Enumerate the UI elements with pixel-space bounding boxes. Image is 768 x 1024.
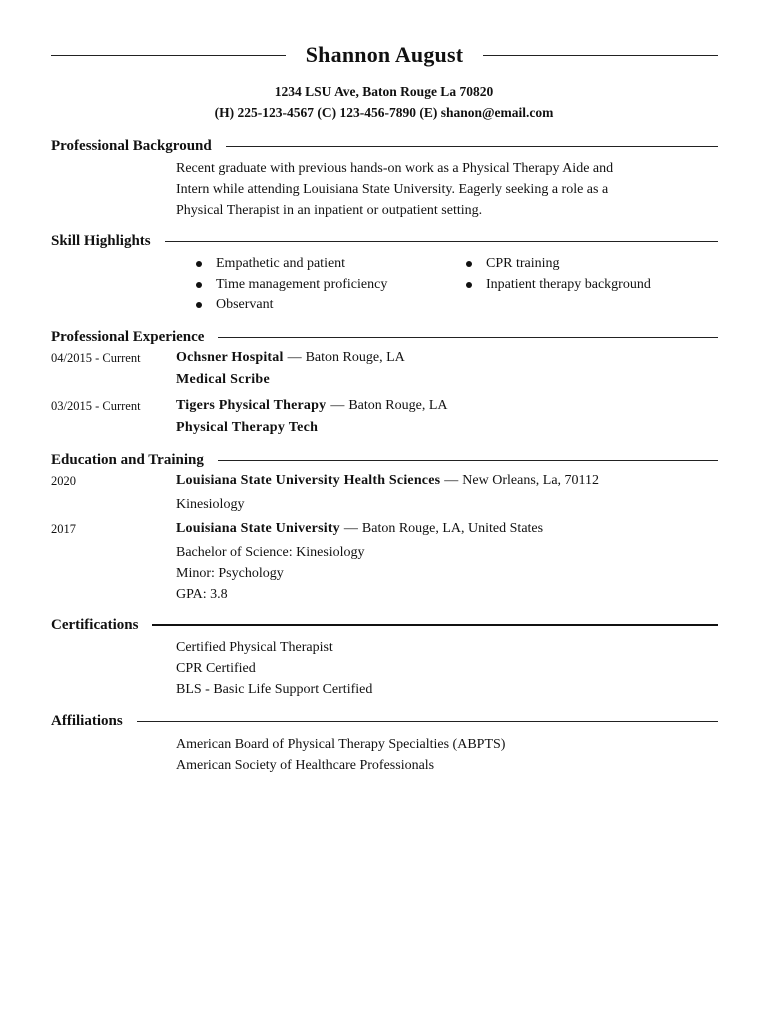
candidate-name: Shannon August: [305, 42, 464, 67]
education-header: [176, 521, 543, 537]
divider: [218, 460, 718, 461]
employer: Tigers Physical Therapy: [176, 398, 327, 413]
education-details: [176, 494, 696, 515]
education-detail: Bachelor of Science: Kinesiology: [176, 545, 365, 560]
divider: [483, 55, 718, 56]
list-item: Time management proficiency: [196, 275, 387, 296]
bullet-icon: [196, 282, 202, 288]
address: 1234 LSU Ave, Baton Rouge La 70820: [274, 84, 494, 99]
employer: Ochsner Hospital: [176, 350, 284, 365]
job-title: Physical Therapy Tech: [176, 420, 319, 435]
section-title: Professional Experience: [51, 328, 205, 345]
certification-item: Certified Physical Therapist: [176, 640, 333, 655]
section-affiliations: [51, 711, 718, 731]
bullet-icon: [196, 302, 202, 308]
summary-line: Recent graduate with previous hands-on work as a Physical Therapy Aide and: [176, 161, 614, 176]
separator: —: [444, 473, 459, 488]
divider: [165, 241, 718, 242]
section-education: [51, 450, 718, 470]
contact-line: (H) 225-123-4567 (C) 123-456-7890 (E) shanon@email.com: [214, 105, 554, 120]
bullet-icon: [466, 282, 472, 288]
school-location: Baton Rouge, LA, United States: [361, 521, 544, 536]
separator: —: [330, 398, 345, 413]
job-location: Baton Rouge, LA: [348, 398, 448, 413]
job-header: [176, 350, 405, 366]
section-title: Affiliations: [51, 712, 123, 729]
name-header: [51, 40, 718, 70]
list-item: Observant: [196, 295, 387, 316]
divider: [137, 721, 718, 722]
job-dates: 03/2015 - Current: [51, 399, 141, 413]
school-location: New Orleans, La, 70112: [462, 473, 600, 488]
skills-list-right: [466, 254, 651, 295]
education-details: [176, 542, 696, 605]
certification-item: BLS - Basic Life Support Certified: [176, 682, 373, 697]
bullet-icon: [196, 261, 202, 267]
summary-line: Physical Therapist in an inpatient or outpatient setting.: [176, 203, 483, 218]
affiliation-item: American Board of Physical Therapy Specialties (ABPTS): [176, 737, 506, 752]
background-summary: [176, 158, 696, 221]
divider: [152, 624, 718, 626]
job-dates: 04/2015 - Current: [51, 351, 141, 365]
education-header: [176, 473, 599, 489]
section-title: Certifications: [51, 616, 139, 633]
section-title: Professional Background: [51, 137, 212, 154]
school: Louisiana State University: [176, 521, 340, 536]
list-item: CPR training: [466, 254, 651, 275]
job-title: Medical Scribe: [176, 372, 271, 387]
divider: [226, 146, 718, 147]
education-year: 2020: [51, 474, 76, 488]
job-header: [176, 398, 447, 414]
divider: [218, 337, 718, 338]
section-certifications: [51, 615, 718, 635]
section-title: Skill Highlights: [51, 232, 151, 249]
list-item: Empathetic and patient: [196, 254, 387, 275]
education-detail: GPA: 3.8: [176, 587, 228, 602]
certifications-list: [176, 637, 696, 700]
summary-line: Intern while attending Louisiana State University. Eagerly seeking a role as a: [176, 182, 609, 197]
section-professional-experience: [51, 327, 718, 347]
list-item: Inpatient therapy background: [466, 275, 651, 296]
affiliation-item: American Society of Healthcare Professionals: [176, 758, 435, 773]
divider: [51, 55, 286, 56]
section-professional-background: [51, 136, 718, 156]
education-detail: Kinesiology: [176, 497, 245, 512]
job-location: Baton Rouge, LA: [305, 350, 405, 365]
education-detail: Minor: Psychology: [176, 566, 284, 581]
affiliations-list: [176, 734, 696, 776]
bullet-icon: [466, 261, 472, 267]
school: Louisiana State University Health Sciences: [176, 473, 441, 488]
education-year: 2017: [51, 522, 76, 536]
separator: —: [287, 350, 302, 365]
separator: —: [343, 521, 358, 536]
skills-list-left: [196, 254, 387, 316]
certification-item: CPR Certified: [176, 661, 256, 676]
section-skill-highlights: [51, 231, 718, 251]
section-title: Education and Training: [51, 451, 204, 468]
